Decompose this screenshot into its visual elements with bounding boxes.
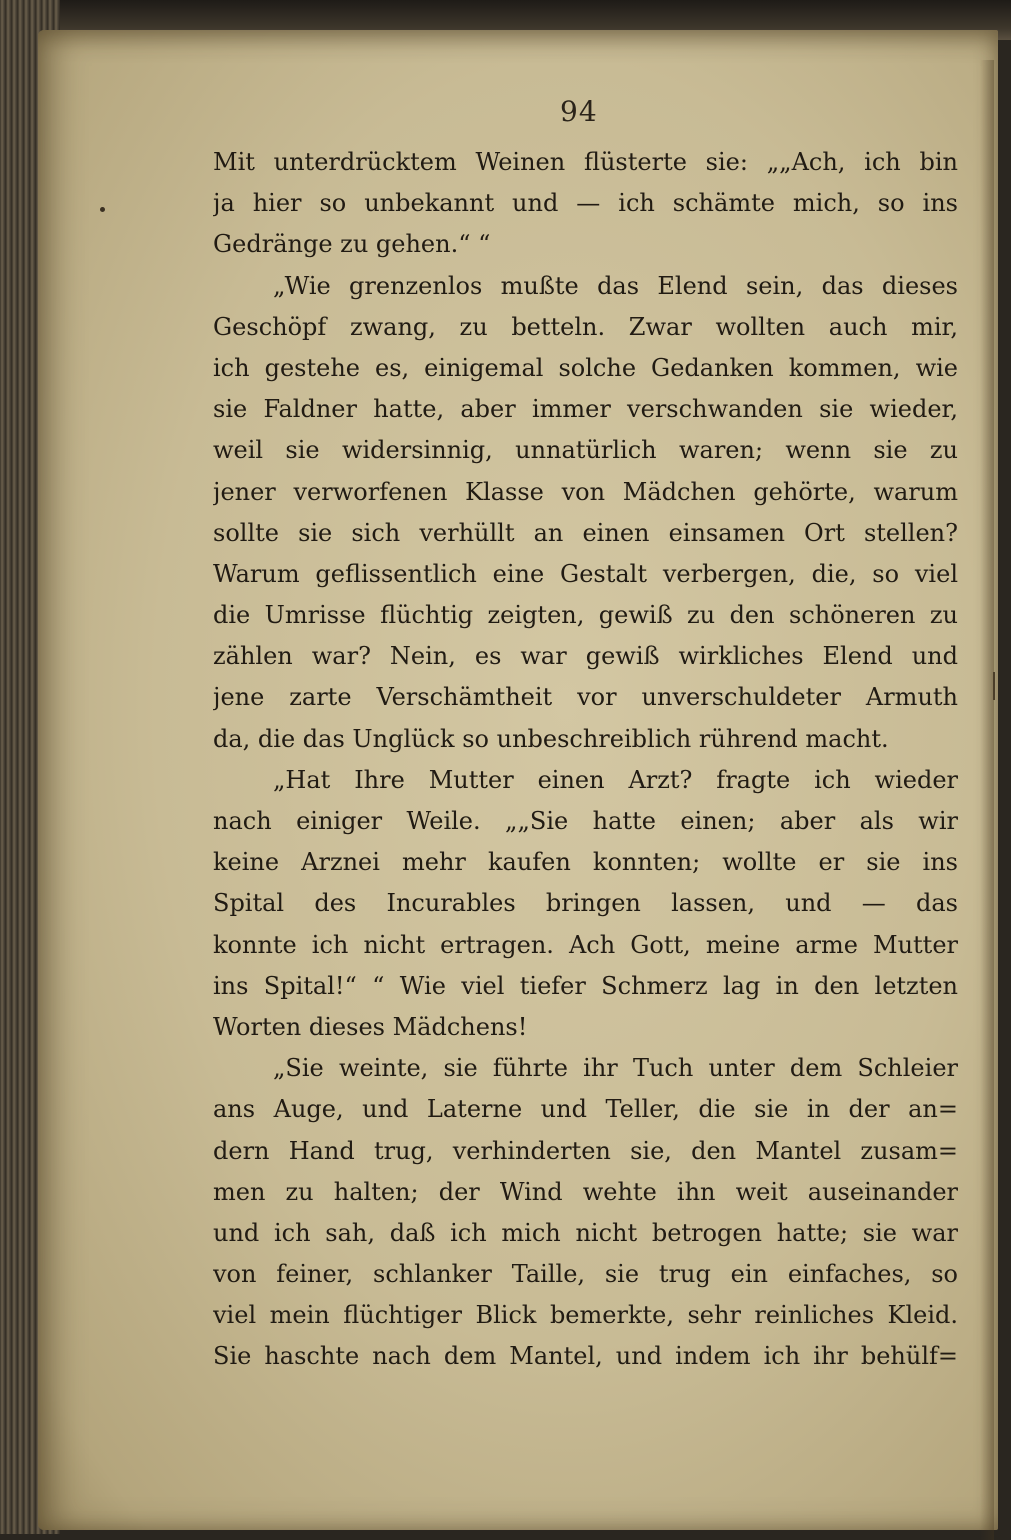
page-text (213, 142, 958, 1378)
text-line: ja hier so unbekannt und — ich schämte mich, so ins (213, 189, 958, 218)
text-line: Worten dieses Mädchens! (213, 1012, 528, 1041)
text-line: sollte sie sich verhüllt an einen einsamen Ort stellen? (213, 518, 958, 547)
text-line: Geschöpf zwang, zu betteln. Zwar wollten auch mir, (213, 312, 958, 341)
text-line: dern Hand trug, verhinderten sie, den Mantel zusam= (213, 1136, 958, 1165)
text-line: Spital des Incurables bringen lassen, und — das (213, 889, 958, 918)
margin-dot (100, 207, 105, 212)
text-line: viel mein flüchtiger Blick bemerkte, sehr reinliches Kleid. (213, 1301, 958, 1330)
text-line: nach einiger Weile. „„Sie hatte einen; aber als wir (213, 807, 958, 835)
text-line: keine Arznei mehr kaufen konnten; wollte er sie ins (213, 848, 958, 877)
text-line: men zu halten; der Wind wehte ihn weit auseinander (213, 1177, 958, 1206)
text-line: „Wie grenzenlos mußte das Elend sein, das dieses (273, 271, 958, 300)
text-line: Mit unterdrücktem Weinen flüsterte sie: „„Ach, ich bin (213, 148, 958, 176)
page-number: 94 (560, 95, 598, 128)
text-line: „Sie weinte, sie führte ihr Tuch unter dem Schleier (273, 1054, 958, 1083)
text-line: „Hat Ihre Mutter einen Arzt? fragte ich wieder (273, 765, 958, 794)
text-line: ins Spital!“ “ Wie viel tiefer Schmerz lag in den letzten (213, 971, 958, 1000)
text-line: Sie haschte nach dem Mantel, und indem ich ihr behülf= (213, 1342, 958, 1371)
text-line: Warum geflissentlich eine Gestalt verbergen, die, so viel (213, 559, 958, 588)
page-gutter-shadow (980, 60, 994, 1540)
text-line: die Umrisse flüchtig zeigten, gewiß zu den schöneren zu (213, 601, 958, 630)
text-line: ich gestehe es, einigemal solche Gedanken kommen, wie (213, 353, 958, 382)
text-line: sie Faldner hatte, aber immer verschwanden sie wieder, (213, 395, 958, 424)
text-line: konnte ich nicht ertragen. Ach Gott, meine arme Mutter (213, 930, 958, 959)
text-line: von feiner, schlanker Taille, sie trug ein einfaches, so (213, 1260, 958, 1289)
text-line: ans Auge, und Laterne und Teller, die sie in der an= (213, 1095, 958, 1124)
text-line: und ich sah, daß ich mich nicht betrogen hatte; sie war (213, 1218, 958, 1247)
text-line: jene zarte Verschämtheit vor unverschuldeter Armuth (213, 683, 958, 712)
text-line: zählen war? Nein, es war gewiß wirkliches Elend und (213, 642, 958, 671)
text-line: Gedränge zu gehen.“ “ (213, 230, 491, 259)
margin-tick (993, 672, 995, 700)
text-line: weil sie widersinnig, unnatürlich waren; wenn sie zu (213, 436, 958, 465)
text-line: da, die das Unglück so unbeschreiblich rührend macht. (213, 724, 889, 753)
text-line: jener verworfenen Klasse von Mädchen gehörte, warum (213, 477, 958, 506)
